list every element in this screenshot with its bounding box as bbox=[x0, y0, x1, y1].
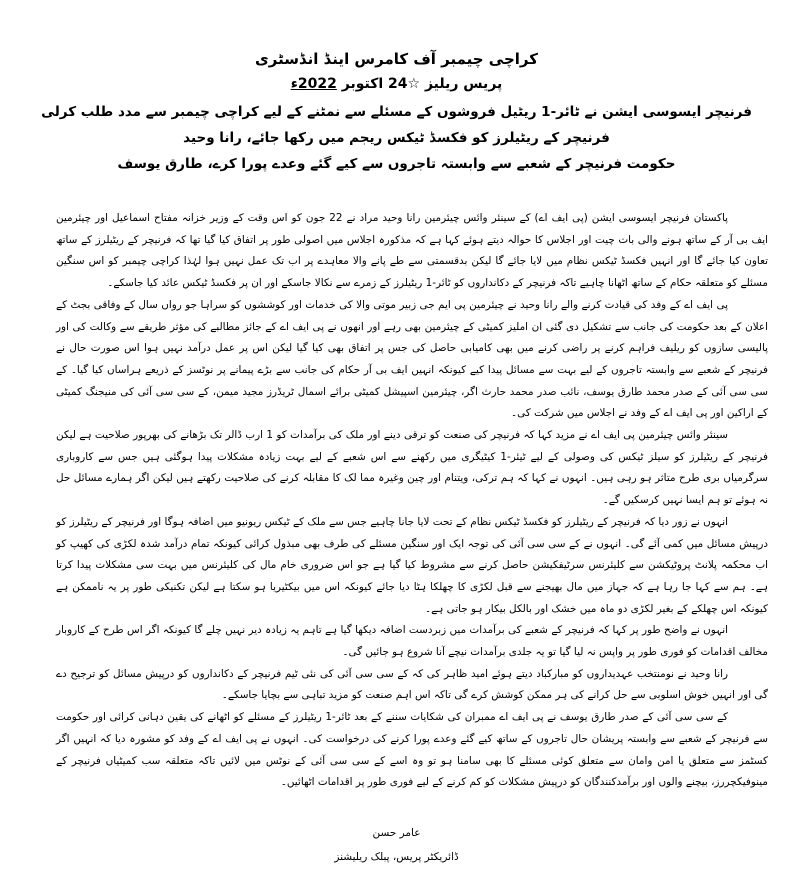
press-release-label: پریس ریلیز bbox=[424, 76, 503, 92]
paragraph: کے سی سی آئی کے صدر طارق یوسف نے پی ایف اے ممبران کی شکایات سننے کے بعد ٹائر-1 ریٹیلرز کے مسئلے کو اٹھانے کی یقین دہانی کرائی اور حکومت سے فرنیچر کے شعبے سے وابستہ پریشان حال تاجروں کے ساتھ کیے گئے وعدے پورا کرنے کی درخواست کی۔ انہوں نے پی ایف اے کے وفد کو مشورہ دیا کہ انہیں اگر کسٹمز سے متعلق یا امن وامان سے متعلق کوئی مسئلے کا بھی سامنا ہو تو وہ اسے کے سی سی آئی کے نوٹس میں لائیں تاکہ متعلقہ سب کمیٹیاں فرنیچر کے مینوفیکچررز، بیچنے والوں اور برآمدکنندگان کو درپیش مشکلات کو کم کرنے کے لیے فوری طور پر اقدامات اٹھائیں۔ bbox=[56, 711, 768, 789]
paragraph: پی ایف اے کے وفد کی قیادت کرنے والے رانا وحید نے چیئرمین پی ایم جی زبیر موتی والا کی خدمات اور کوششوں کو سراہا جو رواں سال کے وفاقی بجٹ کے اعلان کے بعد حکومت کی جانب سے تشکیل دی گئی ان املیز کمیٹی کے چیئرمین بھی رہے اور انھوں نے پی ایف اے کے جائز مطالبے کی مؤثر طریقے سے وکالت کی اور پالیسی سازوں کو ریلیف فراہم کرنے پر راضی کرنے میں بھی کامیابی حاصل کی جس پر اتفاق بھی کیا گیا لیکن اس پر عمل درآمد نہیں ہوا اس صورت حال نے فرنیچر کے شعبے سے وابستہ تاجروں کے لیے بہت سے مسائل پیدا کیے کیونکہ انہیں ایف بی آر حکام کی جانب سے بڑے پیمانے پر نوٹسز کے ذریعے ہراساں کیا گیا۔ کے سی سی آئی کے صدر محمد طارق یوسف، نائب صدر محمد حارث اگر، چیئرمین اسپیشل کمیٹی برائے اسمال ٹریڈرز مجید میمن، کے سی سی آئی کی منیجنگ کمیٹی کے اراکین اور پی ایف اے کے وفد نے اجلاس میں شرکت کی۔ bbox=[56, 298, 768, 420]
paragraph: انہوں نے زور دیا کہ فرنیچر کے ریٹیلرز کو فکسڈ ٹیکس نظام کے تحت لایا جانا چاہیے جس سے ملک کے ٹیکس ریونیو میں اضافہ ہوگا اور فرنیچر کے ریٹیلرز کو درپیش مسائل میں کمی آئے گی۔ انہوں نے کے سی سی آئی کی توجہ ایک اور سنگین مسئلے کی طرف بھی مبذول کرائی کیونکہ تمام درآمد شدہ لکڑی کی کھیپ کو اب محکمہ پلانٹ پروٹیکشن سے کلیئرنس سرٹیفکیشن حاصل کرنے سے مشروط کیا گیا ہے جو اس ضروری خام مال کی کلیئرنس میں بہت سی مشکلات پیدا کرتا ہے۔ ہم سے کہا جا رہا ہے کہ جہاز میں مال بھیجنے سے قبل لکڑی کا چھلکا ہٹا دیا جائے کیونکہ اس میں بیکٹیریا ہو سکتا ہے لیکن تکنیکی طور پر یہ ناممکن ہے کیونکہ اس چھلکے کے بغیر لکڑی دو ماہ میں خشک اور بالکل بیکار ہو جاتی ہے۔ bbox=[56, 515, 768, 615]
press-release-body bbox=[56, 208, 768, 794]
signature-name: عامر حسن bbox=[372, 827, 421, 839]
headline-3: حکومت فرنیچر کے شعبے سے وابستہ تاجروں سے کیے گئے وعدے پورا کرے، طارق یوسف bbox=[117, 156, 676, 172]
press-release-dateline bbox=[0, 76, 793, 92]
organization-title: کراچی چیمبر آف کامرس اینڈ انڈسٹری bbox=[255, 50, 538, 68]
date-day-month: 24 اکتوبر bbox=[341, 76, 408, 92]
headline-2: فرنیچر کے ریٹیلرز کو فکسڈ ٹیکس ریجم میں رکھا جائے، رانا وحید bbox=[183, 130, 610, 146]
paragraph: رانا وحید نے نومنتخب عہدیداروں کو مبارکباد دیتے ہوئے امید ظاہر کی کہ کے سی سی آئی کی نئی ٹیم فرنیچر کے دکانداروں کو درپیش مسائل کو ترجیح دے گی اور انہیں خوش اسلوبی سے حل کرانے کی ہر ممکن کوشش کرے گی تاکہ اس اہم صنعت کو مزید تباہی سے بچایا جاسکے۔ bbox=[56, 667, 768, 702]
signature-title: ڈائریکٹر پریس، پبلک ریلیشنز bbox=[334, 851, 459, 863]
date-year: 2022ء bbox=[290, 76, 337, 92]
star-icon: ☆ bbox=[407, 76, 421, 92]
headline-1: فرنیچر ایسوسی ایشن نے ٹائر-1 ریٹیل فروشوں کے مسئلے سے نمٹنے کے لیے کراچی چیمبر سے مدد طلب کرلی bbox=[41, 104, 752, 120]
paragraph: پاکستان فرنیچر ایسوسی ایشن (پی ایف اے) کے سینئر وائس چیئرمین رانا وحید مراد نے 22 جون کو اس وقت کے وزیر خزانہ مفتاح اسماعیل اور چیئرمین ایف بی آر کے ساتھ ہونے والی بات چیت اور اجلاس کا حوالہ دیتے ہوئے کہا ہے کہ مذکورہ اجلاس میں اصولی طور پر اتفاق کیا گیا تھا کہ فرنیچر کے ریٹیلرز کے ساتھ تعاون کیا جائے گا اور انہیں فکسڈ ٹیکس نظام میں لایا جائے گا لیکن بدقسمتی سے طے پانے والا معاہدے پر اب تک عمل نہیں ہوا لہٰذا کراچی چیمبر کو اس سنگین مسئلے کو متعلقہ حکام کے ساتھ اٹھانا چاہیے تاکہ فرنیچر کے دکانداروں کو ٹائر-1 ریٹیلرز کے زمرے سے نکالا جاسکے اور ان پر فکسڈ ٹیکس عائد کیا جاسکے۔ bbox=[56, 212, 768, 290]
paragraph: انہوں نے واضح طور پر کہا کہ فرنیچر کے شعبے کی برآمدات میں زبردست اضافہ دیکھا گیا ہے تاہم یہ زیادہ دیر نہیں چلے گا کیونکہ اگر اس طرح کے کاروبار مخالف اقدامات کو فوری طور پر واپس نہ لیا گیا تو یہ جلدی برآمدات نیچے آنا شروع ہو جائیں گی۔ bbox=[56, 624, 768, 659]
paragraph: سینئر وائس چیئرمین پی ایف اے نے مزید کہا کہ فرنیچر کی صنعت کو ترقی دینے اور ملک کی برآمدات کو 1 ارب ڈالر تک بڑھانے کی بھرپور صلاحیت ہے لیکن فرنیچر کے ریٹیلرز کو سیلز ٹیکس کی وصولی کے لیے ٹیئر-1 کیٹیگری میں رکھنے سے اس شعبے کے لیے بہت زیادہ مشکلات پیدا ہوگئی ہیں جس سے کاروباری سرگرمیاں بری طرح متاثر ہو رہی ہیں۔ انہوں نے کہا کہ ہم ترکی، ویتنام اور چین وغیرہ مما لک کا مقابلہ کرنے کی صلاحیت رکھتے ہیں لیکن اگر ہمارے مسائل حل نہ ہوئے تو ہم ایسا نہیں کرسکیں گے۔ bbox=[56, 429, 768, 507]
